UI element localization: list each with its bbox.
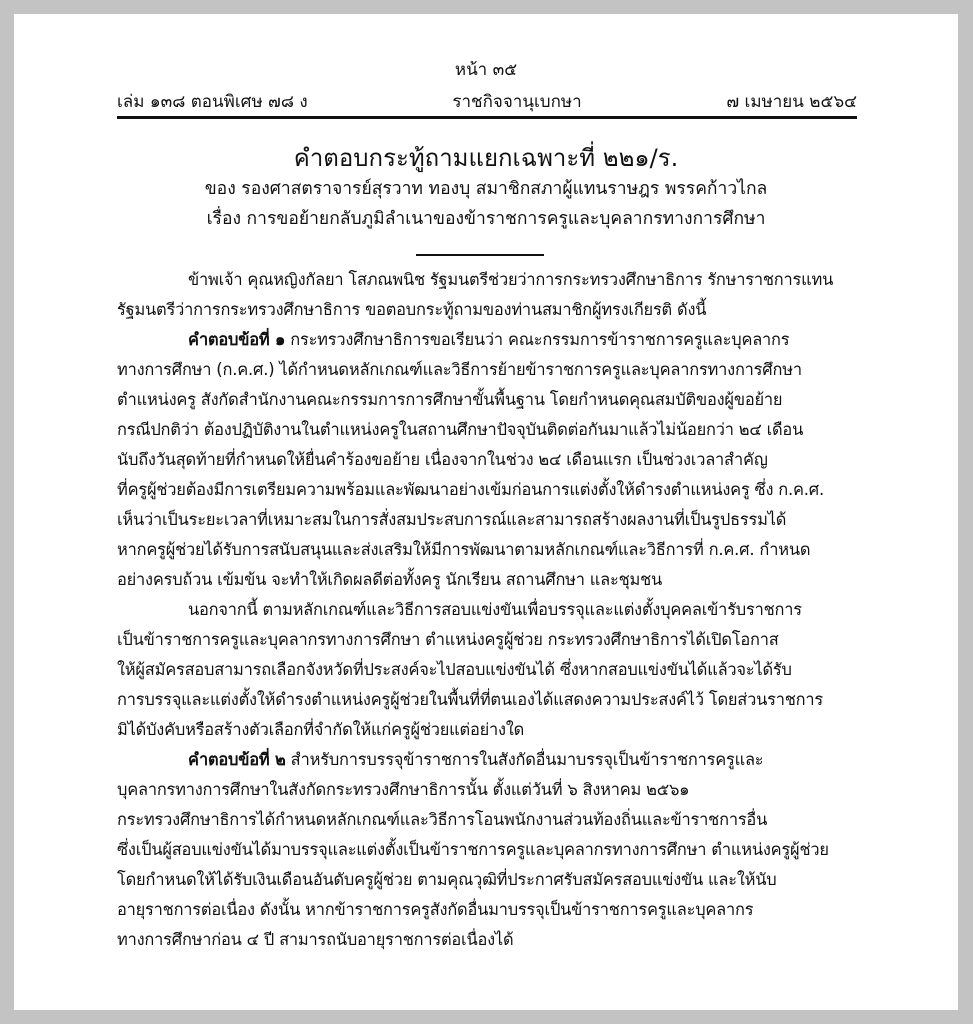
publication-name: ราชกิจจานุเบกษา	[452, 92, 582, 112]
answer-1-first-line: คำตอบข้อที่ ๑ กระทรวงศึกษาธิการขอเรียนว่า คณะกรรมการข้าราชการครูและบุคลากร	[188, 330, 790, 349]
body-line: ซึ่งเป็นผู้สอบแข่งขันได้มาบรรจุและแต่งตั้งเป็นข้าราชการครูและบุคลากรทางการศึกษา ตำแหน่งครูผู้ช่วย	[117, 840, 829, 859]
body-line: การบรรจุและแต่งตั้งให้ดำรงตำแหน่งครูผู้ช่วยในพื้นที่ที่ตนเองได้แสดงความประสงค์ไว้ โดยส่วนราชการ	[117, 690, 823, 709]
body-line: อย่างครบถ้วน เข้มข้น จะทำให้เกิดผลดีต่อทั้งครู นักเรียน สถานศึกษา และชุมชน	[117, 570, 663, 589]
answer-1-label: คำตอบข้อที่ ๑	[188, 330, 286, 349]
body-line: เป็นข้าราชการครูและบุคลากรทางการศึกษา ตำแหน่งครูผู้ช่วย กระทรวงศึกษาธิการได้เปิดโอกาส	[117, 630, 779, 649]
body-line: อายุราชการต่อเนื่อง ดังนั้น หากข้าราชการครูสังกัดอื่นมาบรรจุเป็นข้าราชการครูและบุคลากร	[117, 900, 754, 919]
header-row	[117, 88, 857, 115]
body-line: มิได้บังคับหรือสร้างตัวเลือกที่จำกัดให้แก่ครูผู้ช่วยแต่อย่างใด	[117, 720, 525, 739]
answer-2-label: คำตอบข้อที่ ๒	[188, 750, 286, 769]
title-divider	[416, 254, 544, 256]
body-line: นับถึงวันสุดท้ายที่กำหนดให้ยื่นคำร้องขอย้าย เนื่องจากในช่วง ๒๔ เดือนแรก เป็นช่วงเวลาสำคัญ	[117, 450, 768, 469]
body-line: หากครูผู้ช่วยได้รับการสนับสนุนและส่งเสริมให้มีการพัฒนาตามหลักเกณฑ์และวิธีการที่ ก.ค.ศ. กำหนด	[117, 540, 811, 559]
body-line: ข้าพเจ้า คุณหญิงกัลยา โสภณพนิช รัฐมนตรีช่วยว่าการกระทรวงศึกษาธิการ รักษาราชการแทน	[188, 270, 834, 289]
body-line: บุคลากรทางการศึกษาในสังกัดกระทรวงศึกษาธิการนั้น ตั้งแต่วันที่ ๖ สิงหาคม ๒๕๖๑	[117, 780, 690, 799]
body-line: ตำแหน่งครู สังกัดสำนักงานคณะกรรมการการศึกษาขั้นพื้นฐาน โดยกำหนดคุณสมบัติของผู้ขอย้าย	[117, 390, 783, 409]
question-subject: เรื่อง การขอย้ายกลับภูมิลำเนาของข้าราชการครูและบุคลากรทางการศึกษา	[206, 209, 766, 229]
body-line: ให้ผู้สมัครสอบสามารถเลือกจังหวัดที่ประสงค์จะไปสอบแข่งขันได้ ซึ่งหากสอบแข่งขันได้แล้วจะได้รับ	[117, 660, 792, 679]
volume-info: เล่ม ๑๓๘ ตอนพิเศษ ๗๘ ง	[117, 92, 308, 112]
body-line: ที่ครูผู้ช่วยต้องมีการเตรียมความพร้อมและพัฒนาอย่างเข้มก่อนการแต่งตั้งให้ดำรงตำแหน่งครู ซึ่ง ก.ค.ศ.	[117, 480, 825, 499]
body-line: โดยกำหนดให้ได้รับเงินเดือนอันดับครูผู้ช่วย ตามคุณวุฒิที่ประกาศรับสมัครสอบแข่งขัน และให้นับ	[117, 870, 777, 889]
document-title: คำตอบกระทู้ถามแยกเฉพาะที่ ๒๒๑/ร.	[293, 144, 679, 172]
body-line: ทางการศึกษา (ก.ค.ศ.) ได้กำหนดหลักเกณฑ์และวิธีการย้ายข้าราชการครูและบุคลากรทางการศึกษา	[117, 360, 802, 379]
document-page	[14, 14, 958, 1010]
answer-2-first-line: คำตอบข้อที่ ๒ สำหรับการบรรจุข้าราชการในสังกัดอื่นมาบรรจุเป็นข้าราชการครูและ	[188, 750, 764, 769]
body-line: รัฐมนตรีว่าการกระทรวงศึกษาธิการ ขอตอบกระทู้ถามของท่านสมาชิกผู้ทรงเกียรติ ดังนี้	[117, 300, 707, 319]
publication-date: ๗ เมษายน ๒๕๖๔	[726, 92, 857, 112]
header-rule	[117, 116, 857, 119]
body-line: นอกจากนี้ ตามหลักเกณฑ์และวิธีการสอบแข่งขันเพื่อบรรจุและแต่งตั้งบุคคลเข้ารับราชการ	[188, 600, 802, 619]
body-line: เห็นว่าเป็นระยะเวลาที่เหมาะสมในการสั่งสมประสบการณ์และสามารถสร้างผลงานที่เป็นรูปธรรมได้	[117, 510, 787, 529]
body-line: กระทรวงศึกษาธิการได้กำหนดหลักเกณฑ์และวิธีการโอนพนักงานส่วนท้องถิ่นและข้าราชการอื่น	[117, 810, 768, 829]
page-number: หน้า ๓๕	[454, 60, 518, 80]
body-line: ทางการศึกษาก่อน ๔ ปี สามารถนับอายุราชการต่อเนื่องได้	[117, 930, 514, 949]
question-from: ของ รองศาสตราจารย์สุรวาท ทองบุ สมาชิกสภาผู้แทนราษฎร พรรคก้าวไกล	[204, 179, 768, 199]
body-line: กรณีปกติว่า ต้องปฏิบัติงานในตำแหน่งครูในสถานศึกษาปัจจุบันติดต่อกันมาแล้วไม่น้อยกว่า ๒๔ เดือน	[117, 420, 804, 439]
